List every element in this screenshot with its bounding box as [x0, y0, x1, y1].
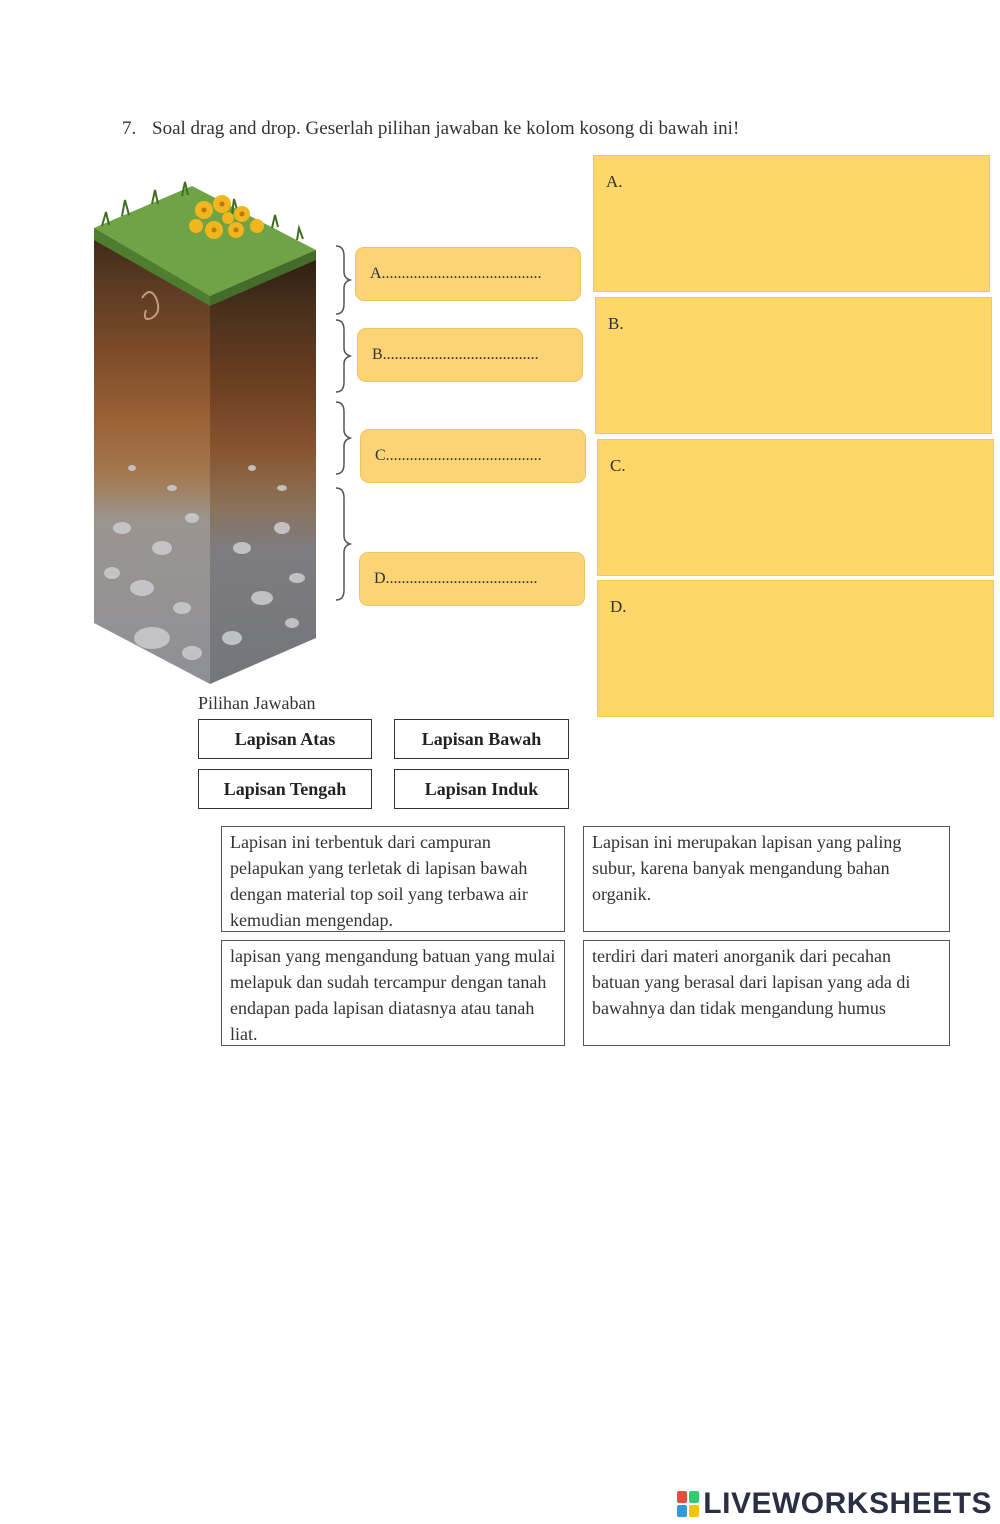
answer-box-b[interactable]: [595, 297, 992, 434]
description-card[interactable]: terdiri dari materi anorganik dari pecahan batuan yang berasal dari lapisan yang ada di bawahnya dan tidak mengandung humus: [583, 940, 950, 1046]
brace-lines: [330, 240, 358, 620]
liveworksheets-logo: [677, 1487, 992, 1521]
label-slot-text: A........................................: [370, 265, 542, 282]
choice-lapisan-induk[interactable]: Lapisan Induk: [394, 769, 569, 809]
answer-box-a[interactable]: [593, 155, 990, 292]
answer-box-label: C.: [610, 456, 626, 475]
logo-mark-icon: [677, 1491, 699, 1517]
choice-lapisan-tengah[interactable]: Lapisan Tengah: [198, 769, 372, 809]
description-card[interactable]: lapisan yang mengandung batuan yang mulai melapuk dan sudah tercampur dengan tanah endapan pada lapisan diatasnya atau tanah liat.: [221, 940, 565, 1046]
answer-box-c[interactable]: [597, 439, 994, 576]
label-slot-d[interactable]: [359, 552, 585, 606]
choice-lapisan-bawah[interactable]: Lapisan Bawah: [394, 719, 569, 759]
question-body: Soal drag and drop. Geserlah pilihan jawaban ke kolom kosong di bawah ini!: [152, 118, 740, 139]
answer-box-d[interactable]: [597, 580, 994, 717]
description-card[interactable]: Lapisan ini merupakan lapisan yang paling subur, karena banyak mengandung bahan organik.: [583, 826, 950, 932]
soil-profile-image: [92, 168, 328, 684]
answer-box-label: A.: [606, 172, 623, 191]
answer-box-label: D.: [610, 597, 627, 616]
label-slot-c[interactable]: [360, 429, 586, 483]
question-number: 7.: [122, 118, 137, 139]
answer-box-label: B.: [608, 314, 624, 333]
choice-lapisan-atas[interactable]: Lapisan Atas: [198, 719, 372, 759]
question-text: [122, 118, 739, 140]
label-slot-text: C.......................................: [375, 447, 542, 464]
choices-title: Pilihan Jawaban: [198, 693, 316, 713]
label-slot-text: B.......................................: [372, 346, 539, 363]
label-slot-text: D......................................: [374, 570, 538, 587]
label-slot-a[interactable]: [355, 247, 581, 301]
logo-text: LIVEWORKSHEETS: [703, 1487, 992, 1520]
description-card[interactable]: Lapisan ini terbentuk dari campuran pelapukan yang terletak di lapisan bawah dengan material top soil yang terbawa air kemudian mengendap.: [221, 826, 565, 932]
label-slot-b[interactable]: [357, 328, 583, 382]
